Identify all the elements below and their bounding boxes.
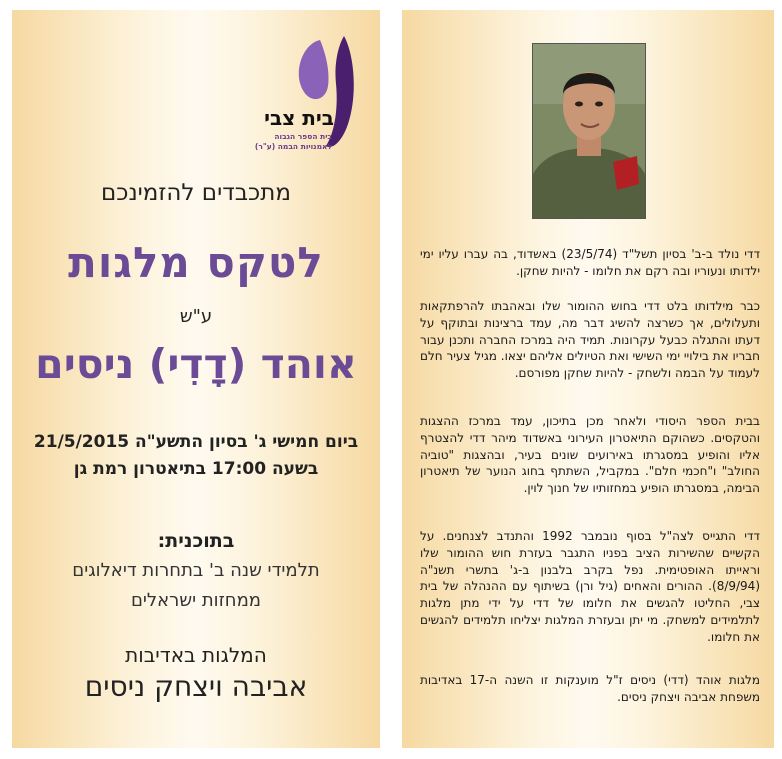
biography-panel xyxy=(402,10,774,748)
logo-subtitle-line-1: בית הספר הגבוה xyxy=(274,132,332,141)
bio-paragraph-service: דדי התגייס לצה"ל בסוף נובמבר 1992 והתנדב לצנחנים. על הקשיים שהשירות הציב בפניו התגבר בעזרת חוש ההומור שלו וראייתו האופטימית. נפל בקרב בלבנון ב-ג' בתשרי תשנ"ה (8/9/94). ההורים והאחים (גיל ורן) בשיתוף עם ההנהלה של בית צבי, החליטו להגשים את חלומו של דדי על ידי מתן מלגות לתלמידים למשחק. מי יתן ובעזרת המלגות יצליחו תלמידים להגשים את חלומו. xyxy=(420,529,760,644)
bio-paragraph-birth: דדי נולד ב-ב' בסיון תשל"ד (23/5/74) באשדוד, בה עברו עליו ימי ילדותו ונעוריו ובה רקם את חלומו - להיות שחקן. xyxy=(420,247,760,278)
soldier-portrait-photo xyxy=(532,43,646,219)
program-line-1: תלמידי שנה ב' בתחרות דיאלוגים xyxy=(72,560,320,581)
portrait-illustration xyxy=(533,44,645,218)
bio-paragraph-theatre: בבית הספר היסודי ולאחר מכן בתיכון, עמד במרכז ההצגות והטקסים. כשהוקם התיאטרון העירוני באשדוד מיהר דדי להצטרף אליו והופיע במסגרתו באירועים שונים בעיר, ובהצגות "טוביה החולב" ו"חכמי חלם". במקביל, השתתף בחוג הנוער של תיאטרון הבימה, במסגרתו הופיע במחזותיו של חנוך לוין. xyxy=(420,414,760,496)
sponsors-names: אביבה ויצחק ניסים xyxy=(84,670,308,703)
program-title: בתוכנית: xyxy=(157,530,235,552)
named-for: ע"ש xyxy=(179,306,213,327)
logo-subtitle xyxy=(255,132,332,152)
event-time-venue: בשעה 17:00 בתיאטרון רמת גן xyxy=(73,459,319,479)
event-date: ביום חמישי ג' בסיון התשע"ה 21/5/2015 xyxy=(33,432,359,452)
logo-subtitle-line-2: לאמנויות הבמה (ע"ר) xyxy=(254,142,332,151)
sponsors-title: המלגות באדיבות xyxy=(125,643,267,667)
beit-zvi-logo xyxy=(244,34,368,154)
program-line-2: ממחזות ישראלים xyxy=(130,590,262,611)
honoree-name: אוהד (דָדִי) ניסים xyxy=(35,340,357,388)
bio-paragraph-scholarship: מלגות אוהד (דדי) ניסים ז"ל מוענקות זו השנה ה-17 באדיבות משפחת אביבה ויצחק ניסים. xyxy=(420,673,760,704)
bio-paragraph-childhood: כבר מילדותו בלט דדי בחוש ההומור שלו ובאהבתו להרפתקאות ותעלולים, אך כשרצה להשיג דבר מה, עמד ברצינות ובתוקף על דעתו והתגלה כבעל עקרונות. תמיד היה במרכז החברה ותכנן עבור חבריו את בילויי ימי השישי ואת הטיולים אליהם יצאו. מגיל צעיר חלם לעמוד על הבמה ולשחק - להיות שחקן מפורסם. xyxy=(420,299,760,381)
invite-line: מתכבדים להזמינכם xyxy=(101,180,291,206)
logo-name: בית צבי xyxy=(264,106,334,130)
invitation-panel xyxy=(12,10,380,748)
ceremony-title: לטקס מלגות xyxy=(68,238,324,287)
